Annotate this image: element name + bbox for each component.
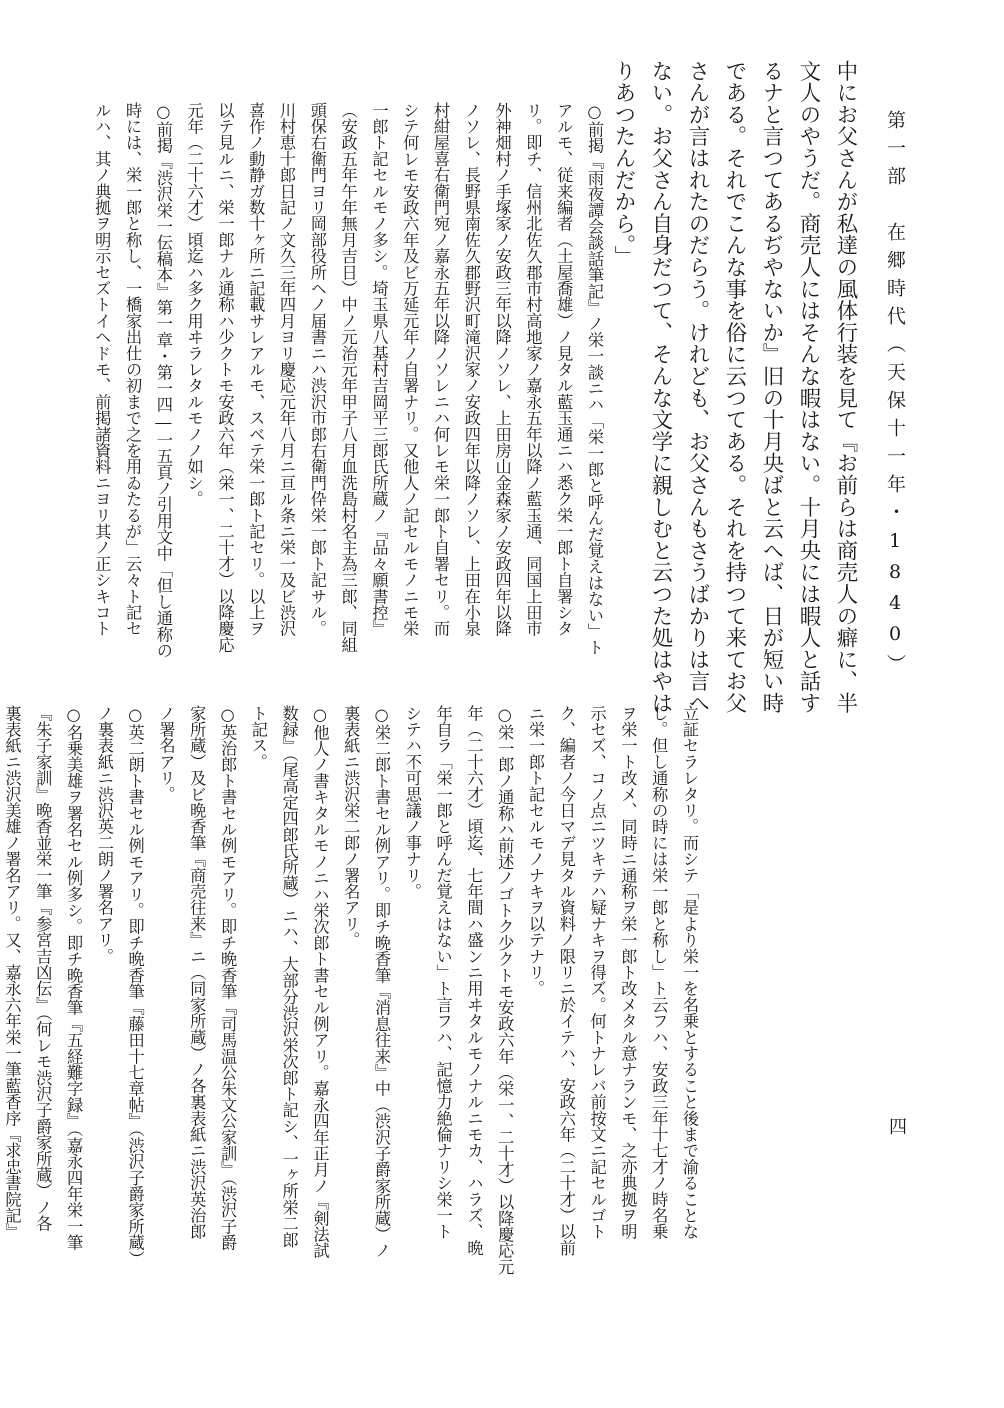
note-line: 年自ラ「栄一郎と呼んだ覚えはない」ト言フハ、記憶力絶倫ナリシ栄一ト: [433, 705, 453, 1240]
note-line: ヲ栄一ト改メ、同時ニ通称ヲ栄一郎ト改メタル意ナランモ、之亦典拠ヲ明: [618, 705, 638, 1240]
note-line: （安政五年午年無月吉日）中ノ元治元年甲子八月血洗島村名主為三郎、同組: [338, 102, 358, 653]
text-line: 文人のやうだ。商売人にはそんな暇はない。十月央には暇人と話す: [796, 60, 821, 714]
editor-notes-bottom: [0, 705, 704, 1315]
text-line: ない。お父さん自身だつて、そんな文学に親しむと云つた処はやは: [648, 60, 673, 714]
note-line: 以テ見ルニ、栄一郎ナル通称ハ少クトモ安政六年（栄一、二十才）以降慶応: [215, 102, 235, 653]
main-text: [605, 60, 864, 750]
note-line: 『朱子家訓』晩香並栄一筆『参宮吉凶伝』（何レモ渋沢子爵家所蔵）ノ各: [33, 705, 53, 1232]
note-line: 示セズ、コノ点ニツキテハ疑ナキヲ得ズ。何トナレバ前按文ニ記セルゴト: [587, 705, 607, 1240]
note-line: シテ何レモ安政六年及ビ万延元年ノ自署ナリ。又他人ノ記セルモノニモ栄: [400, 102, 420, 637]
note-line: 裏表紙ニ渋沢栄二郎ノ署名アリ。: [341, 705, 361, 948]
note-line: 時には、栄一郎と称し、一橋家出仕の初まで之を用ゐたるが」云々ト記セ: [123, 102, 143, 637]
note-line: ○前掲『雨夜譚会談話筆記』ノ栄一談ニハ「栄一郎と呼んだ覚えはない」ト: [585, 102, 604, 656]
note-line: ニ栄一郎ト記セルモノナキヲ以テナリ。: [526, 705, 546, 997]
text-line: 中にお父さんが私達の風体行装を見て『お前らは商売人の癖に、半: [833, 60, 858, 714]
note-line: リ。即チ、信州北佐久郡市村高地家ノ嘉永五年以降ノ藍玉通、同国上田市: [523, 102, 543, 637]
note-line: 立証セラレタリ。而シテ「是より栄一を名乗とすること後まで渝ることな: [680, 705, 699, 1240]
note-line: ○英治郎ト書セル例モアリ。即チ晩香筆『司馬温公朱文公家訓』（渋沢子爵: [218, 705, 238, 1251]
note-line: ○前掲『渋沢栄一伝稿本』第一章・第一四―一五頁ノ引用文中「但し通称の: [153, 102, 173, 659]
note-line: 頭保右衛門ヨリ岡部役所ヘノ届書ニハ渋沢市郎右衛門伜栄一郎ト記サル。: [307, 102, 327, 637]
note-line: ○栄一郎ノ通称ハ前述ノゴトク少クトモ安政六年（栄一、二十才）以降慶応元: [495, 705, 515, 1275]
text-line: りあつたんだから。」: [611, 60, 636, 268]
text-line: である。それでこんな事を俗に云つてある。それを持つて来てお父: [722, 60, 747, 714]
editor-notes-top: [85, 102, 609, 732]
note-line: し。但し通称の時には栄一郎と称し」ト云フハ、安政三年十七才ノ時名乗: [649, 705, 669, 1240]
note-line: 喜作ノ動静ガ数十ヶ所ニ記載サレアルモ、スベテ栄一郎ト記セリ。以上ヲ: [246, 102, 266, 637]
note-line: ○名乗美雄ヲ署名セル例多シ。即チ晩香筆『五経難字録』（嘉永四年栄一筆: [64, 705, 84, 1251]
note-line: 元年（二十六才）頃迄ハ多ク用ヰラレタルモノノ如シ。: [184, 102, 204, 507]
running-header: 第一部 在郷時代（天保十一年・1840）: [884, 110, 906, 682]
note-line: シテハ不可思議ノ事ナリ。: [402, 705, 422, 900]
note-line: ○栄二郎ト書セル例アリ。即チ晩香筆『消息往来』中（渋沢子爵家所蔵）ノ: [372, 705, 392, 1259]
text-line: るナと言つてあるぢやないか』旧の十月央ばと云へば、日が短い時: [759, 60, 784, 714]
note-line: 外神畑村ノ手塚家ノ安政三年以降ノソレ、上田房山金森家ノ安政四年以降: [492, 102, 512, 637]
note-line: 一郎ト記セルモノ多シ。埼玉県八基村吉岡平三郎氏所蔵ノ『品々願書控』: [369, 102, 389, 637]
note-line: ノ裏表紙ニ渋沢英二朗ノ署名アリ。: [94, 705, 114, 965]
note-line: 裏表紙ニ渋沢美雄ノ署名アリ。又、嘉永六年栄一筆藍香序『求忠書院記』: [2, 705, 22, 1240]
note-line: ノ署名アリ。: [156, 705, 176, 803]
note-line: 川村恵十郎日記ノ文久三年四月ヨリ慶応元年八月ニ亘ル条ニ栄一及ビ渋沢: [277, 102, 297, 637]
note-line: 数録』（尾高定四郎氏所蔵）ニハ、大部分渋沢栄次郎ト記シ、一ヶ所栄二郎: [279, 705, 299, 1248]
page-number: 四: [886, 1117, 907, 1135]
note-line: アルモ、従来編者（土屋喬雄）ノ見タル藍玉通ニハ悉ク栄一郎ト自署シタ: [554, 102, 574, 637]
note-line: ノソレ、長野県南佐久郡野沢町滝沢家ノ安政四年以降ノソレ、上田在小泉: [461, 102, 481, 637]
note-line: ○英二朗ト書セル例モアリ。即チ晩香筆『藤田十七章帖』（渋沢子爵家所蔵）: [125, 705, 145, 1267]
note-line: ク、編者ノ今日マデ見タル資料ノ限リニ於イテハ、安政六年（二十才）以前: [556, 705, 576, 1256]
text-line: さんが言はれたのだらう。けれども、お父さんもさうばかりは言へ: [685, 60, 710, 714]
note-line: 家所蔵）及ビ晩香筆『商売往来』ニ（同家所蔵）ノ各裏表紙ニ渋沢英治郎: [187, 705, 207, 1240]
note-line: ルハ、其ノ典拠ヲ明示セズトイヘドモ、前掲諸資料ニヨリ其ノ正シキコト: [92, 102, 112, 637]
note-line: ○他人ノ書キタルモノニハ栄次郎ト書セル例アリ。嘉永四年正月ノ『剣法試: [310, 705, 330, 1259]
note-line: ト記ス。: [248, 705, 268, 770]
note-line: 年（二十六才）頃迄、七年間ハ盛ンニ用ヰタルモノナルニモカ、ハラズ、晩: [464, 705, 484, 1256]
note-line: 村紺屋喜右衛門宛ノ嘉永五年以降ノソレニハ何レモ栄一郎ト自署セリ。而: [431, 102, 451, 637]
